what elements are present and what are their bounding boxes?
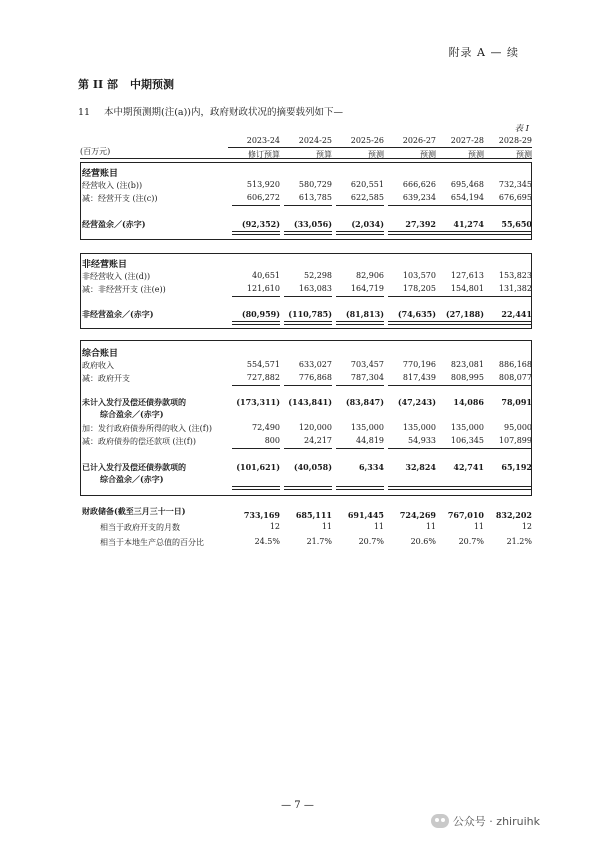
watermark-text: 公众号 · zhiruihk — [452, 815, 540, 828]
column-year: 2028-29 — [498, 136, 532, 145]
column-kind: 预测 — [480, 147, 532, 160]
column-header — [432, 135, 484, 160]
column-kind: 预算 — [280, 147, 332, 160]
table-row: 减：政府开支 727,882 776,868 787,304 817,439 808,995 808,077 — [82, 373, 534, 385]
watermark — [431, 813, 540, 829]
table-number: 表 I — [514, 124, 529, 134]
column-header — [280, 135, 332, 160]
unit-label: (百万元) — [80, 147, 111, 156]
appendix-header: 附录 A — 续 — [448, 46, 519, 59]
table-row: 财政储备(截至三月三十一日) 733,169 685,111 691,445 724,269 767,010 832,202 — [82, 506, 532, 520]
column-header — [480, 135, 532, 160]
table-row-label-cont: 综合盈余／(赤字) — [82, 474, 534, 486]
non-operating-title: 非经营账目 — [82, 260, 128, 270]
operating-title: 经营账目 — [82, 169, 119, 179]
column-kind: 修订预算 — [228, 147, 280, 160]
table-row: 非经营盈余／(赤字) (80,959) (110,785) (81,813) (74,635) (27,188) 22,441 — [82, 309, 534, 321]
column-header — [332, 135, 384, 160]
column-header — [228, 135, 280, 160]
table-row: 减：政府债券的偿还款项 (注(f)) 800 24,217 44,819 54,933 106,345 107,899 — [82, 436, 534, 448]
column-year: 2026-27 — [402, 136, 436, 145]
part-label: 第 II 部 — [78, 78, 118, 91]
table-row: 减：非经营开支 (注(e)) 121,610 163,083 164,719 178,205 154,801 131,382 — [82, 284, 534, 296]
column-year: 2025-26 — [350, 136, 384, 145]
table-row: 已计入发行及偿还债券款项的 (101,621) (40,058) 6,334 32,824 42,741 65,192 — [82, 462, 532, 472]
column-year: 2027-28 — [450, 136, 484, 145]
paragraph-text: 本中期预测期(注(a))内，政府财政状况的摘要载列如下— — [104, 107, 343, 118]
table-row: 经营收入 (注(b)) 513,920 580,729 620,551 666,626 695,468 732,345 — [82, 180, 532, 190]
paragraph-number: 11 — [78, 107, 91, 118]
part-title: 中期预测 — [129, 78, 174, 91]
table-row: 未计入发行及偿还债券款项的 (173,311) (143,841) (83,847) (47,243) 14,086 78,091 — [82, 397, 532, 407]
column-year: 2023-24 — [246, 136, 280, 145]
table-row: 非经营收入 (注(d)) 40,651 52,298 82,906 103,570 127,613 153,823 — [82, 271, 532, 281]
wechat-icon — [431, 814, 449, 828]
consolidated-title: 综合账目 — [82, 349, 119, 359]
table-row: 减：经营开支 (注(c)) 606,272 613,785 622,585 639,234 654,194 676,695 — [82, 193, 534, 205]
column-header — [384, 135, 436, 160]
table-row: 加：发行政府债券所得的收入 (注(f)) 72,490 120,000 135,000 135,000 135,000 95,000 — [82, 423, 532, 433]
part-heading — [78, 76, 174, 92]
paragraph — [78, 104, 343, 118]
table-row: 相当于政府开支的月数 12 11 11 11 11 12 — [100, 522, 532, 532]
column-year: 2024-25 — [298, 136, 332, 145]
column-kind: 预测 — [384, 147, 436, 160]
table-row: 相当于本地生产总值的百分比 24.5% 21.7% 20.7% 20.6% 20.7% 21.2% — [100, 537, 532, 547]
table-row-label-cont: 综合盈余／(赤字) — [100, 409, 164, 419]
page-number: — 7 — — [281, 800, 314, 811]
column-kind: 预测 — [432, 147, 484, 160]
table-row: 政府收入 554,571 633,027 703,457 770,196 823,081 886,168 — [82, 360, 532, 370]
header-rule — [80, 158, 532, 159]
column-kind: 预测 — [332, 147, 384, 160]
table-row: 经营盈余／(赤字) (92,352) (33,056) (2,034) 27,392 41,274 55,650 — [82, 219, 534, 231]
